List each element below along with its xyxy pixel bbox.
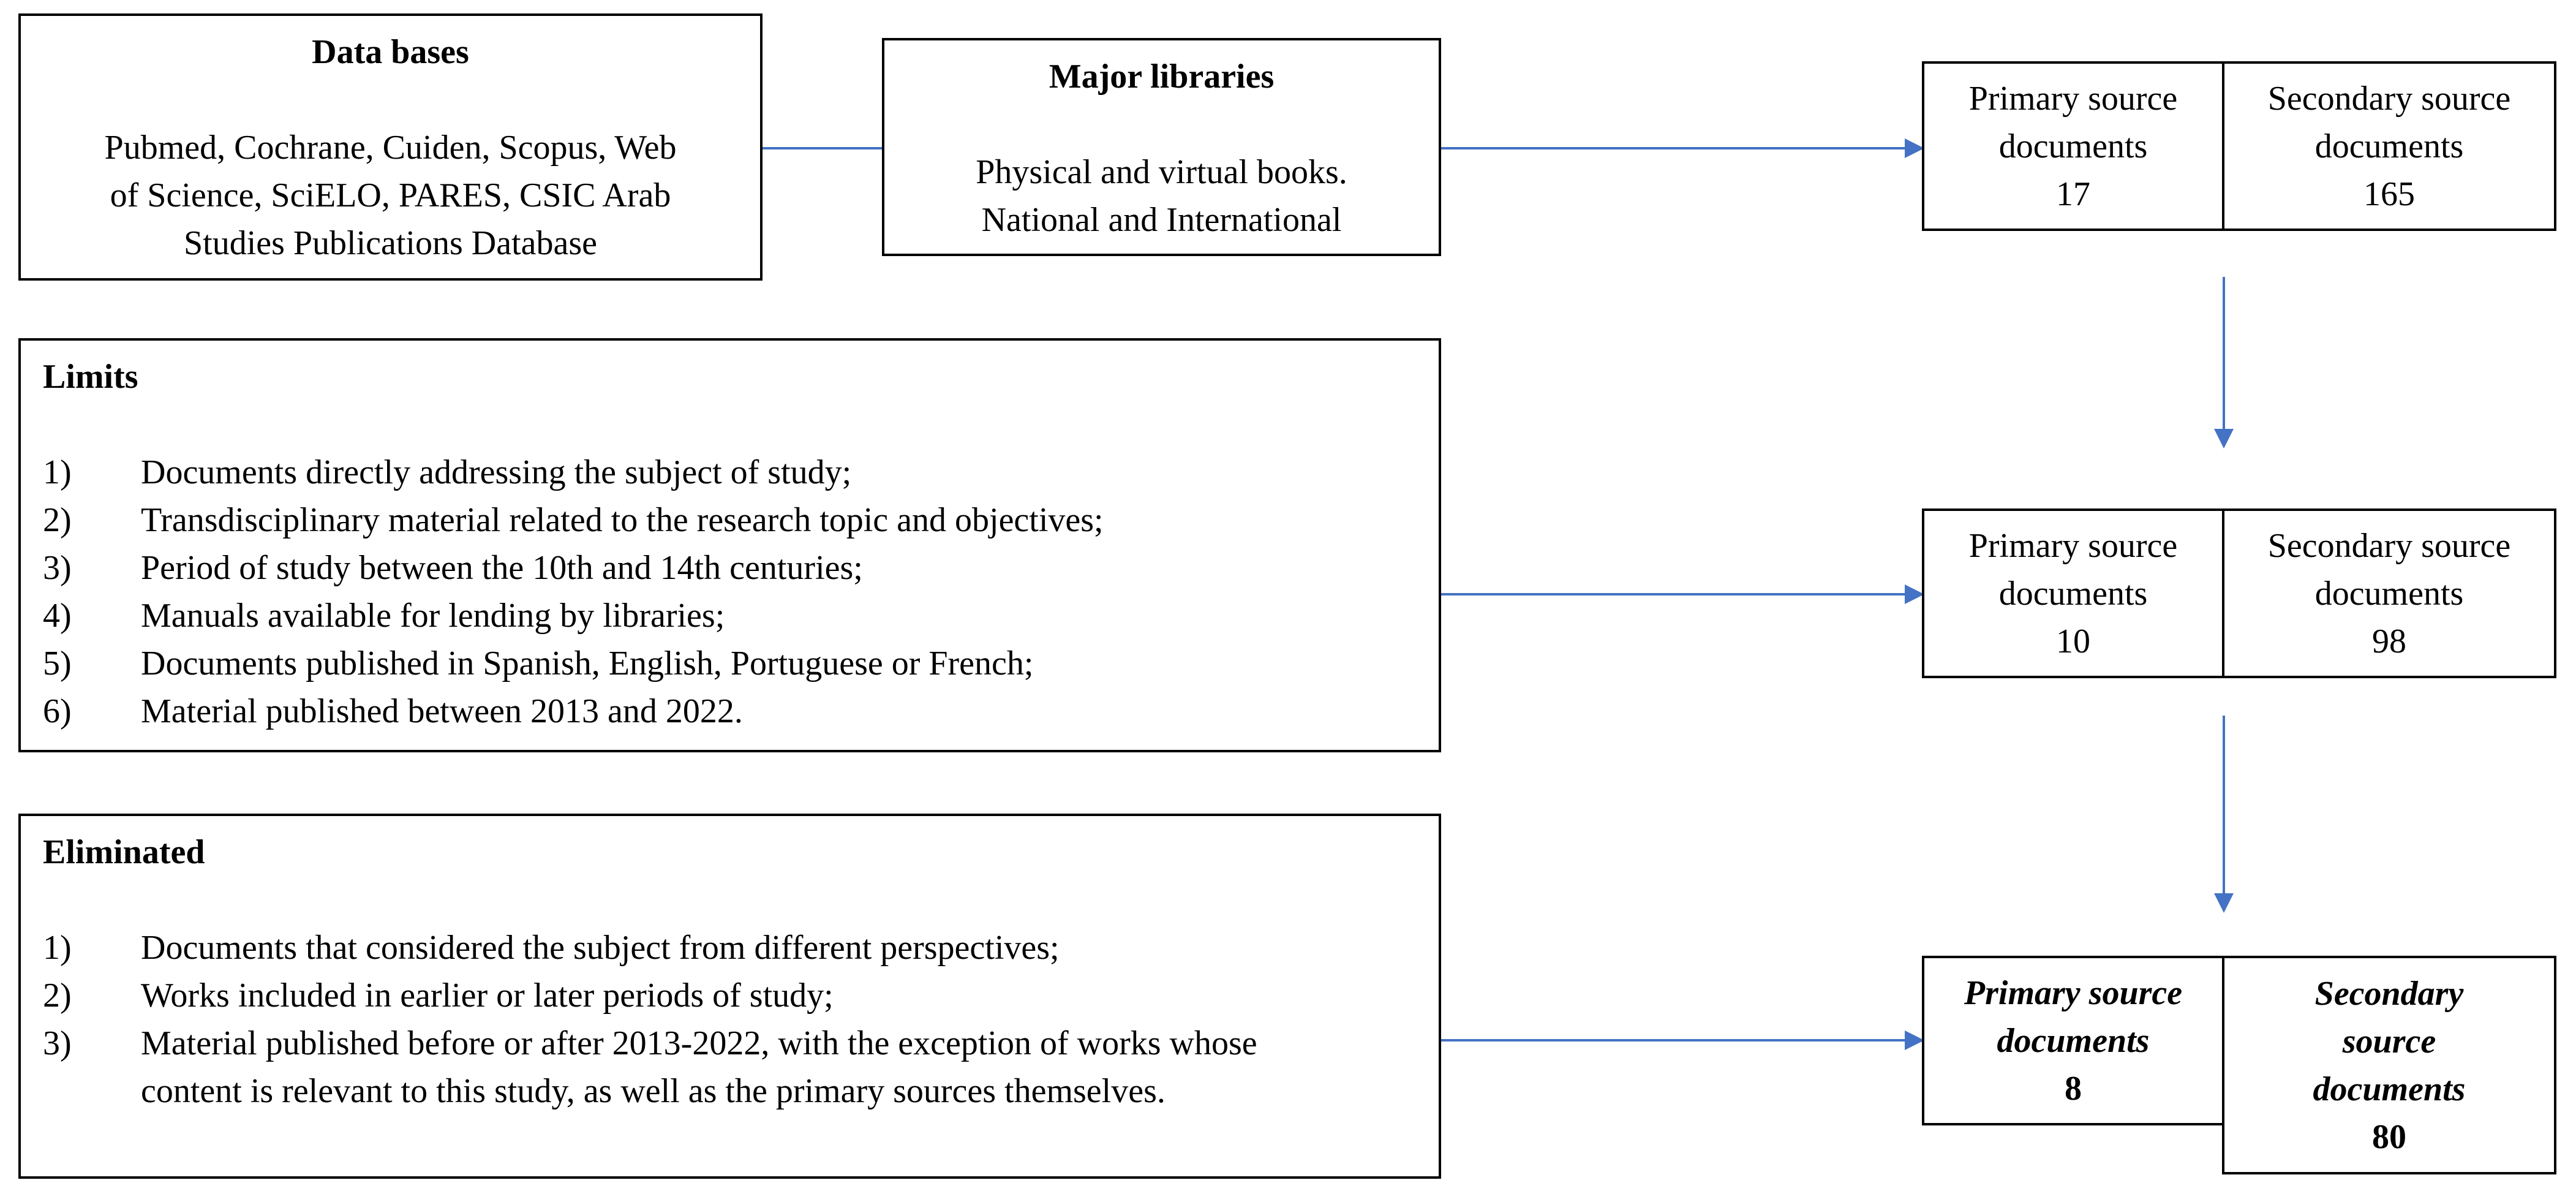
results3-secondary-count: 80 <box>2372 1117 2406 1156</box>
libraries-box <box>882 38 1441 256</box>
list-item: 5) Documents published in Spanish, English, Portuguese or French; <box>43 645 1034 682</box>
list-item: 1) Documents directly addressing the subject of study; <box>43 453 852 491</box>
databases-line-3: Studies Publications Database <box>183 224 597 262</box>
results2-primary-cell: Primary source documents 10 <box>1922 509 2224 678</box>
list-item: 2) Transdisciplinary material related to the research topic and objectives; <box>43 501 1104 539</box>
limits-list <box>43 448 1439 735</box>
databases-line-1: Pubmed, Cochrane, Cuiden, Scopus, Web <box>104 129 677 167</box>
limits-title: Limits <box>43 358 138 396</box>
results3-secondary-cell: Secondary source documents 80 <box>2222 956 2556 1174</box>
databases-box <box>18 13 763 281</box>
libraries-line-2: National and International <box>981 201 1342 239</box>
list-item: 3) Material published before or after 2013-2022, with the exception of works whose content is relevant to this study, as well as the primary sources themselves. <box>43 1024 1257 1110</box>
eliminated-box <box>18 814 1441 1179</box>
results3-primary-count: 8 <box>2065 1069 2082 1108</box>
results1-primary-count: 17 <box>2056 175 2090 213</box>
databases-title: Data bases <box>312 33 469 71</box>
list-item: 2) Works included in earlier or later periods of study; <box>43 977 834 1015</box>
limits-box <box>18 338 1441 752</box>
eliminated-title: Eliminated <box>43 833 205 871</box>
results2-secondary-cell: Secondary source documents 98 <box>2222 509 2556 678</box>
results2-secondary-count: 98 <box>2372 622 2406 660</box>
libraries-title: Major libraries <box>1049 58 1275 96</box>
results3-primary-cell: Primary source documents 8 <box>1922 956 2224 1125</box>
results1-primary-cell: Primary source documents 17 <box>1922 61 2224 231</box>
list-item: 1) Documents that considered the subject from different perspectives; <box>43 929 1060 967</box>
results1-secondary-cell: Secondary source documents 165 <box>2222 61 2556 231</box>
results2-primary-count: 10 <box>2056 622 2090 660</box>
databases-line-2: of Science, SciELO, PARES, CSIC Arab <box>110 176 671 214</box>
list-item: 4) Manuals available for lending by libraries; <box>43 597 725 635</box>
results1-secondary-count: 165 <box>2363 175 2415 213</box>
list-item: 3) Period of study between the 10th and 14th centuries; <box>43 549 863 587</box>
list-item: 6) Material published between 2013 and 2022. <box>43 692 743 730</box>
eliminated-list <box>43 924 1292 1115</box>
libraries-line-1: Physical and virtual books. <box>976 153 1347 191</box>
